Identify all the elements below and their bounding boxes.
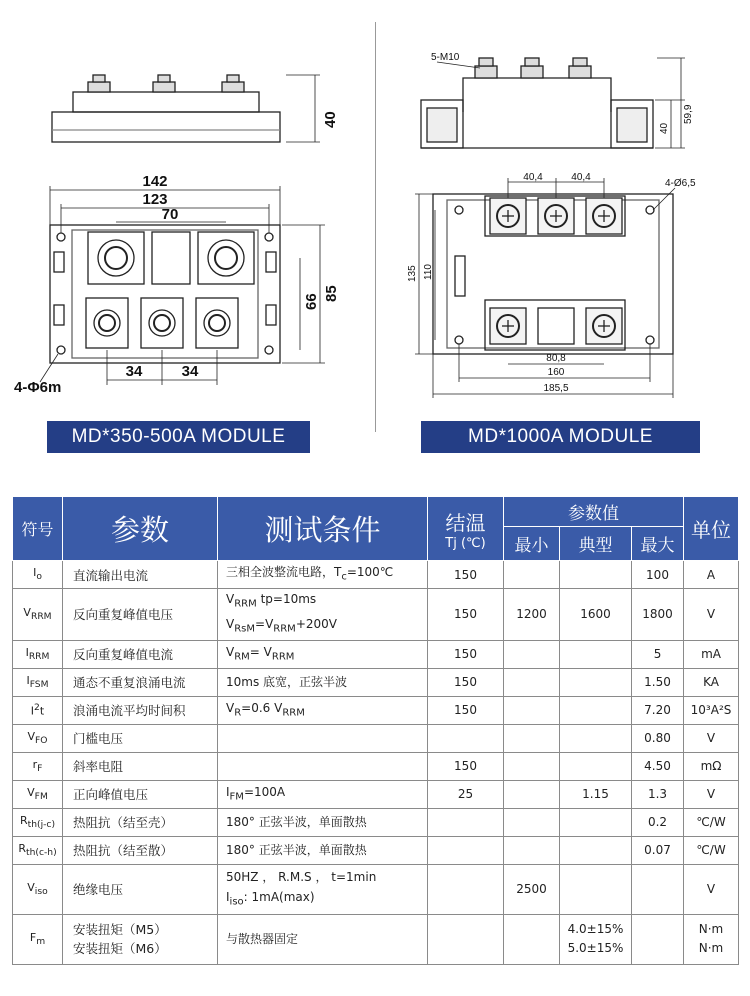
row-param: 正向峰值电压 (63, 780, 218, 808)
row-param: 门槛电压 (63, 724, 218, 752)
header-symbol: 符号 (13, 497, 63, 561)
row-max: 1800 (632, 589, 684, 641)
table-row (13, 780, 739, 808)
row-typ (560, 864, 632, 914)
row-typ: 1600 (560, 589, 632, 641)
row-min (504, 752, 560, 780)
header-typ: 典型 (560, 527, 632, 561)
row-tj (428, 836, 504, 864)
row-typ (560, 752, 632, 780)
right-dim-height-inner: 40 (659, 122, 670, 134)
right-dim-width-mid: 160 (547, 367, 565, 378)
left-dim-width-inner: 70 (161, 206, 179, 223)
row-param: 安装扭矩（M5） 安装扭矩（M6） (63, 914, 218, 964)
row-max: 100 (632, 561, 684, 589)
drawings-area (0, 0, 750, 470)
row-tj: 150 (428, 589, 504, 641)
row-unit: V (684, 864, 739, 914)
row-min (504, 724, 560, 752)
row-condition: 50HZ ， R.M.S ， t=1min $I_{iso}$: 1mA(max) (218, 864, 428, 914)
row-unit: V (684, 724, 739, 752)
row-min (504, 836, 560, 864)
table-row (13, 668, 739, 696)
right-dim-screws: 5-M10 (431, 52, 460, 63)
row-condition: $V_R=0.6$ $V_{RRM}$ (218, 696, 428, 724)
header-unit: 单位 (684, 497, 739, 561)
row-tj: 150 (428, 696, 504, 724)
right-module-banner: MD*1000A MODULE (421, 421, 700, 453)
row-typ (560, 696, 632, 724)
row-max: 7.20 (632, 696, 684, 724)
row-tj: 25 (428, 780, 504, 808)
table-row (13, 724, 739, 752)
row-typ (560, 808, 632, 836)
row-symbol: $F_m$ (13, 914, 63, 964)
row-tj: 150 (428, 752, 504, 780)
row-param: 热阻抗（结至壳） (63, 808, 218, 836)
row-tj (428, 808, 504, 836)
row-max: 1.50 (632, 668, 684, 696)
header-param: 参数 (63, 497, 218, 561)
row-unit: ℃/W (684, 808, 739, 836)
row-param: 浪涌电流平均时间积 (63, 696, 218, 724)
row-tj (428, 724, 504, 752)
row-min (504, 808, 560, 836)
row-tj: 150 (428, 668, 504, 696)
row-unit: V (684, 780, 739, 808)
left-dim-pitch-right: 34 (181, 363, 199, 380)
row-max: 1.3 (632, 780, 684, 808)
row-param: 通态不重复浪涌电流 (63, 668, 218, 696)
right-dim-width-inner: 80,8 (546, 353, 566, 364)
header-tj-top: 结温 (445, 510, 486, 535)
table-row (13, 914, 739, 964)
right-dim-pitch-a: 40,4 (523, 172, 543, 183)
row-max (632, 914, 684, 964)
row-symbol: $r_F$ (13, 752, 63, 780)
row-symbol: $V_{iso}$ (13, 864, 63, 914)
left-side-view (52, 75, 320, 142)
row-param: 反向重复峰值电流 (63, 640, 218, 668)
row-param: 反向重复峰值电压 (63, 589, 218, 641)
row-symbol: $I^2t$ (13, 696, 63, 724)
left-module-drawing (0, 0, 375, 420)
row-condition: 与散热器固定 (218, 914, 428, 964)
row-param: 直流输出电流 (63, 561, 218, 589)
row-typ (560, 561, 632, 589)
row-symbol: $I_{FSM}$ (13, 668, 63, 696)
row-symbol: $I_o$ (13, 561, 63, 589)
right-side-view (421, 58, 685, 148)
row-typ (560, 668, 632, 696)
row-typ (560, 640, 632, 668)
right-dim-height-outer: 135 (407, 265, 418, 282)
table-row (13, 640, 739, 668)
left-dim-width-total: 142 (142, 173, 168, 190)
row-unit: V (684, 589, 739, 641)
left-module-banner: MD*350-500A MODULE (47, 421, 310, 453)
right-dim-pitch-b: 40,4 (571, 172, 591, 183)
row-min (504, 780, 560, 808)
header-max: 最大 (632, 527, 684, 561)
row-max (632, 864, 684, 914)
row-symbol: $V_{RRM}$ (13, 589, 63, 641)
spec-table (12, 496, 739, 965)
row-typ: 1.15 (560, 780, 632, 808)
table-row (13, 808, 739, 836)
right-dim-width-outer: 185,5 (543, 383, 569, 394)
table-row (13, 752, 739, 780)
left-dim-holes: 4-Φ6m (14, 379, 62, 396)
row-condition: $V_{RM}= V_{RRM}$ (218, 640, 428, 668)
header-tj-bottom: Tj (℃) (445, 535, 486, 551)
row-min: 2500 (504, 864, 560, 914)
row-unit: A (684, 561, 739, 589)
header-value-group: 参数值 (504, 497, 684, 527)
row-min (504, 640, 560, 668)
table-row (13, 589, 739, 641)
row-condition: 180° 正弦半波，单面散热 (218, 836, 428, 864)
row-max: 0.80 (632, 724, 684, 752)
row-param: 绝缘电压 (63, 864, 218, 914)
row-unit: ℃/W (684, 836, 739, 864)
row-typ (560, 724, 632, 752)
row-max: 0.2 (632, 808, 684, 836)
left-dim-width-mid: 123 (142, 191, 168, 208)
header-tj (428, 497, 504, 561)
row-min (504, 668, 560, 696)
row-unit: mA (684, 640, 739, 668)
row-min (504, 696, 560, 724)
row-symbol: $R_{th(c-h)}$ (13, 836, 63, 864)
row-tj: 150 (428, 640, 504, 668)
row-param: 斜率电阻 (63, 752, 218, 780)
row-unit: N·m N·m (684, 914, 739, 964)
row-condition: 三相全波整流电路，$T_c=100℃$ (218, 561, 428, 589)
left-dim-height-inner: 66 (303, 293, 320, 310)
row-tj: 150 (428, 561, 504, 589)
row-condition: $I_{FM}=100A$ (218, 780, 428, 808)
row-condition: $V_{RRM}$ tp=10ms $V_{RsM}=V_{RRM}+200V$ (218, 589, 428, 641)
left-dim-height: 40 (322, 111, 339, 128)
table-row (13, 696, 739, 724)
row-max: 5 (632, 640, 684, 668)
table-row (13, 561, 739, 589)
row-min (504, 561, 560, 589)
row-max: 0.07 (632, 836, 684, 864)
row-typ: 4.0±15% 5.0±15% (560, 914, 632, 964)
right-dim-holes: 4-Ø6,5 (665, 178, 696, 189)
row-condition (218, 724, 428, 752)
row-unit: 10³A²S (684, 696, 739, 724)
row-condition: 10ms 底宽，正弦半波 (218, 668, 428, 696)
right-dim-height-mid: 110 (423, 264, 434, 280)
left-top-view (40, 186, 325, 385)
right-dim-height-total: 59,9 (683, 104, 694, 124)
row-symbol: $R_{th(j-c)}$ (13, 808, 63, 836)
row-condition: 180° 正弦半波，单面散热 (218, 808, 428, 836)
row-tj (428, 914, 504, 964)
left-dim-height-total: 85 (323, 285, 340, 302)
row-min (504, 914, 560, 964)
table-row (13, 836, 739, 864)
row-max: 4.50 (632, 752, 684, 780)
table-row (13, 864, 739, 914)
row-symbol: $V_{FM}$ (13, 780, 63, 808)
header-min: 最小 (504, 527, 560, 561)
row-unit: mΩ (684, 752, 739, 780)
row-symbol: $I_{RRM}$ (13, 640, 63, 668)
row-tj (428, 864, 504, 914)
row-param: 热阻抗（结至散） (63, 836, 218, 864)
left-dim-pitch-left: 34 (125, 363, 143, 380)
header-condition: 测试条件 (218, 497, 428, 561)
row-symbol: $V_{FO}$ (13, 724, 63, 752)
row-typ (560, 836, 632, 864)
row-condition (218, 752, 428, 780)
right-module-drawing (375, 0, 750, 420)
right-top-view (415, 178, 675, 398)
row-min: 1200 (504, 589, 560, 641)
row-unit: KA (684, 668, 739, 696)
